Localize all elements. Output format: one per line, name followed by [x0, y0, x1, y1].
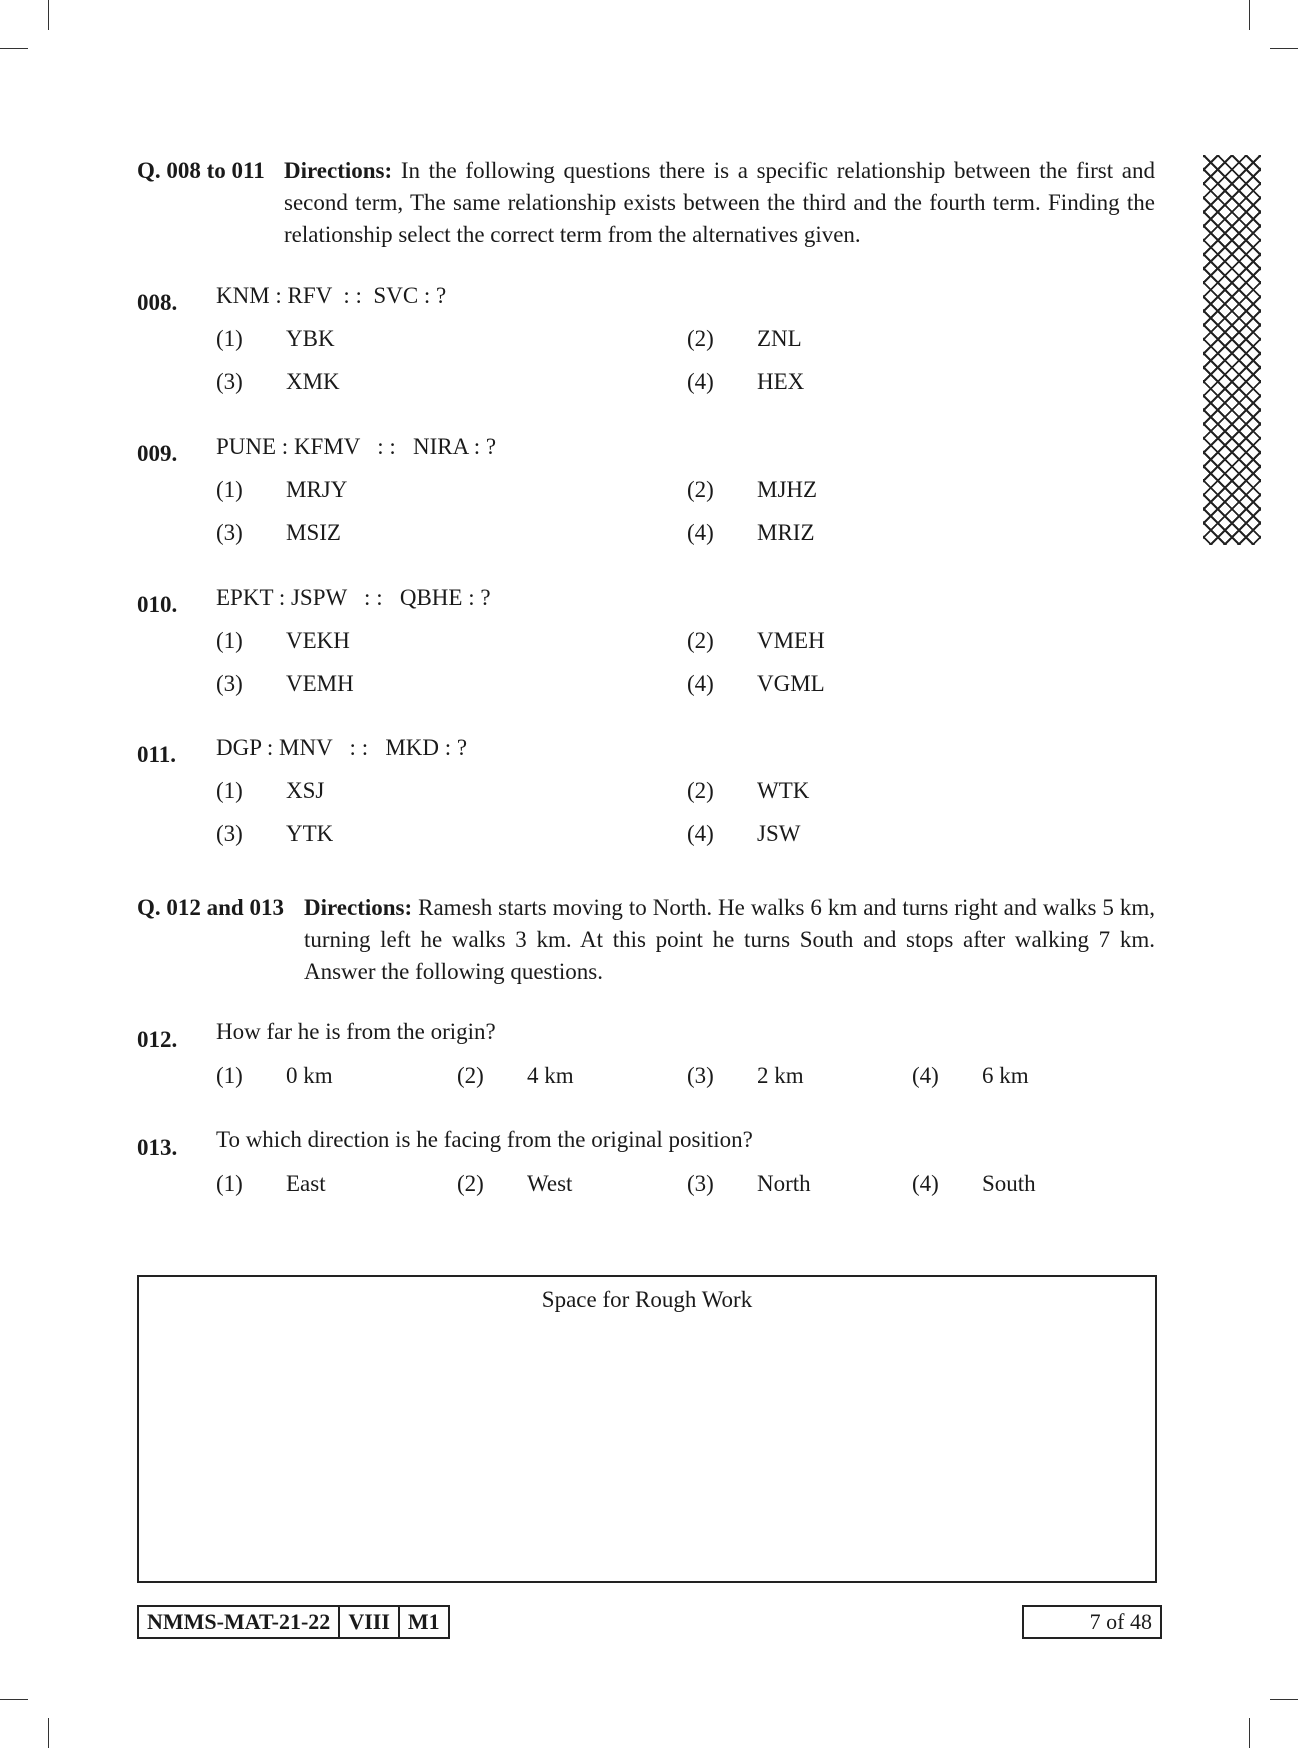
rough-work-box: [137, 1275, 1157, 1583]
question-text: How far he is from the origin?: [216, 1019, 496, 1044]
directions-2-label: Q. 012 and 013: [137, 895, 284, 920]
option-4[interactable]: (4) VGML: [687, 671, 825, 696]
option-1[interactable]: (1) East: [216, 1171, 326, 1196]
paper-code: NMMS-MAT-21-22: [139, 1607, 340, 1637]
option-4[interactable]: (4) MRIZ: [687, 520, 815, 545]
question-number: 011.: [137, 742, 176, 767]
crop-mark: [1270, 48, 1298, 49]
question-number: 012.: [137, 1027, 178, 1052]
option-3[interactable]: (3) VEMH: [216, 671, 354, 696]
directions-block-1: [137, 155, 1155, 251]
crop-mark: [1249, 0, 1250, 30]
rough-work-title: Space for Rough Work: [541, 1287, 753, 1312]
directions-2-text: Ramesh starts moving to North. He walks 6 km and turns right and walks 5 km, turning left he walks 3 km. At this point he turns South and stops after walking 7 km. Answer the following questions.: [304, 895, 1155, 984]
question-text: PUNE : KFMV : : NIRA : ?: [216, 434, 497, 459]
crop-mark: [1270, 1699, 1298, 1700]
directions-1-text: In the following questions there is a specific relationship between the first and second term, The same relationship exists between the third and the fourth term. Finding the relationship select the correct term from the alternatives given.: [284, 158, 1155, 247]
crop-mark: [0, 1699, 28, 1700]
option-1[interactable]: (1) 0 km: [216, 1063, 333, 1088]
question-number: 008.: [137, 290, 178, 315]
option-4[interactable]: (4) South: [912, 1171, 1036, 1196]
option-1[interactable]: (1) VEKH: [216, 628, 350, 653]
directions-1-label: Q. 008 to 011: [137, 158, 265, 183]
option-1[interactable]: (1) XSJ: [216, 778, 325, 803]
question-text: EPKT : JSPW : : QBHE : ?: [216, 585, 491, 610]
directions-block-2: [137, 892, 1155, 988]
crop-mark: [1249, 1718, 1250, 1748]
page-number: 7 of 48: [1022, 1605, 1162, 1639]
option-4[interactable]: (4) 6 km: [912, 1063, 1029, 1088]
directions-1-heading: Directions:: [284, 158, 393, 183]
option-2[interactable]: (2) West: [457, 1171, 573, 1196]
option-2[interactable]: (2) 4 km: [457, 1063, 574, 1088]
crop-mark: [48, 0, 49, 30]
crop-mark: [0, 48, 28, 49]
option-3[interactable]: (3) XMK: [216, 369, 340, 394]
question-number: 010.: [137, 592, 178, 617]
option-3[interactable]: (3) 2 km: [687, 1063, 804, 1088]
option-1[interactable]: (1) YBK: [216, 326, 335, 351]
option-2[interactable]: (2) WTK: [687, 778, 810, 803]
question-text: KNM : RFV : : SVC : ?: [216, 283, 447, 308]
option-2[interactable]: (2) ZNL: [687, 326, 802, 351]
option-4[interactable]: (4) HEX: [687, 369, 805, 394]
question-text: DGP : MNV : : MKD : ?: [216, 735, 468, 760]
side-pattern-decoration: [1203, 155, 1261, 545]
option-3[interactable]: (3) MSIZ: [216, 520, 341, 545]
option-4[interactable]: (4) JSW: [687, 821, 801, 846]
option-1[interactable]: (1) MRJY: [216, 477, 348, 502]
paper-code-box: [137, 1605, 450, 1639]
option-2[interactable]: (2) MJHZ: [687, 477, 818, 502]
class-label: VIII: [340, 1607, 400, 1637]
option-3[interactable]: (3) YTK: [216, 821, 334, 846]
question-number: 009.: [137, 441, 178, 466]
crop-mark: [48, 1718, 49, 1748]
directions-2-heading: Directions:: [304, 895, 413, 920]
set-label: M1: [407, 1609, 440, 1634]
option-2[interactable]: (2) VMEH: [687, 628, 825, 653]
question-number: 013.: [137, 1135, 178, 1160]
question-text: To which direction is he facing from the original position?: [216, 1127, 753, 1152]
option-3[interactable]: (3) North: [687, 1171, 811, 1196]
